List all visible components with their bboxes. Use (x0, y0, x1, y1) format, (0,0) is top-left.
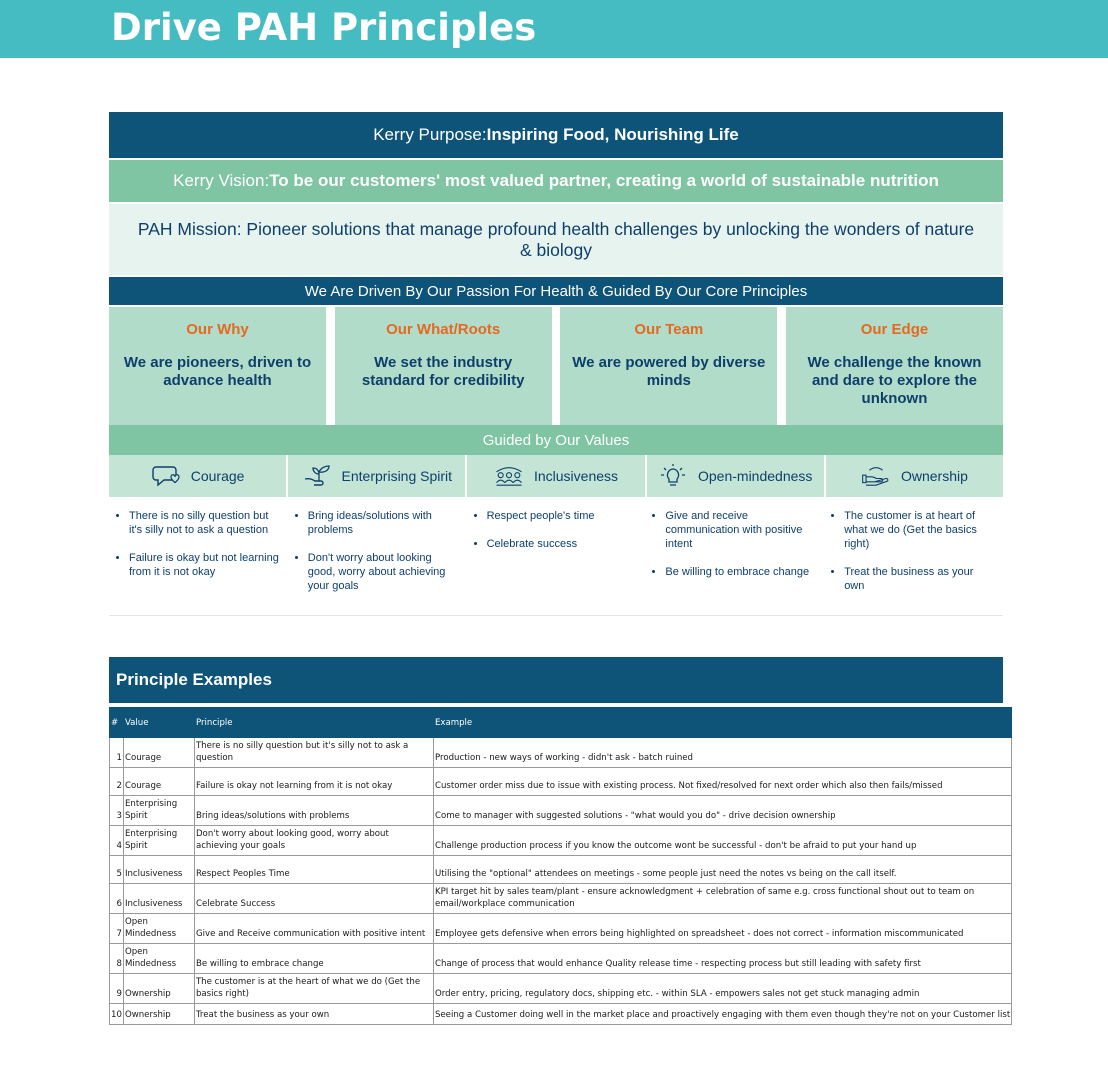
value-name: Inclusiveness (533, 468, 619, 484)
row-example: Production - new ways of working - didn't ask - batch ruined (433, 738, 1011, 768)
table-row (110, 856, 1012, 884)
courage-bullets (109, 497, 288, 615)
bullet-item: • Treat the business as your own (844, 565, 995, 593)
bullet-item: • Failure is okay but not learning from it is not okay (129, 551, 280, 579)
row-principle: Respect Peoples Time (194, 856, 433, 884)
driven-by-band: We Are Driven By Our Passion For Health & Guided By Our Core Principles (109, 277, 1003, 305)
principle-examples-table (109, 707, 1012, 1025)
row-value: Ownership (123, 974, 194, 1004)
pillar-body: We set the industry standard for credibility (361, 354, 525, 389)
pillar-title: Our What/Roots (386, 321, 501, 338)
row-example: Order entry, pricing, regulatory docs, shipping etc. - within SLA - empowers sales not get stuck managing admin (433, 974, 1011, 1004)
row-principle: Failure is okay not learning from it is not okay (194, 768, 433, 796)
mission-band: PAH Mission: Pioneer solutions that manage profound health challenges by unlocking the wonders of nature & biology (109, 204, 1003, 275)
row-value: Enterprising Spirit (123, 796, 194, 826)
pillar-body: We challenge the known and dare to explore the unknown (807, 354, 982, 407)
purpose-value: Inspiring Food, Nourishing Life (486, 125, 739, 144)
bullet-item: • Respect people's time (487, 509, 638, 523)
people-group-icon (494, 463, 524, 489)
pillar-our-why (109, 307, 326, 425)
table-row (110, 768, 1012, 796)
bullet-item: • The customer is at heart of what we do (Get the basics right) (844, 509, 995, 551)
row-example: Employee gets defensive when errors being highlighted on spreadsheet - does not correct - information miscommunicated (433, 914, 1011, 944)
row-value: Open Mindedness (123, 914, 194, 944)
row-num: 4 (110, 826, 124, 856)
row-principle: Don't worry about looking good, worry about achieving your goals (194, 826, 433, 856)
pillar-title: Our Why (186, 321, 249, 338)
row-num: 5 (110, 856, 124, 884)
row-example: Customer order miss due to issue with existing process. Not fixed/resolved for next order which also then fails/missed (433, 768, 1011, 796)
column-header-example: Example (433, 708, 1011, 738)
row-value: Open Mindedness (123, 944, 194, 974)
row-value: Ownership (123, 1004, 194, 1025)
value-name: Open-mindedness (698, 468, 813, 484)
bullet-item: • Celebrate success (487, 537, 638, 551)
row-num: 8 (110, 944, 124, 974)
column-header-num: # (110, 708, 124, 738)
purpose-label: Kerry Purpose: (373, 125, 487, 144)
table-row (110, 884, 1012, 914)
value-inclusiveness (467, 455, 644, 497)
value-open-mindedness (647, 455, 824, 497)
value-name: Enterprising Spirit (341, 468, 453, 484)
table-row (110, 944, 1012, 974)
row-num: 7 (110, 914, 124, 944)
column-header-value: Value (123, 708, 194, 738)
column-header-principle: Principle (194, 708, 433, 738)
row-example: Change of process that would enhance Quality release time - respecting process but still leading with safety first (433, 944, 1011, 974)
row-value: Inclusiveness (123, 856, 194, 884)
row-example: Seeing a Customer doing well in the market place and proactively engaging with them even though they're not on your Customer list (433, 1004, 1011, 1025)
pillar-our-team (560, 307, 777, 425)
pillar-body: We are pioneers, driven to advance health (123, 354, 312, 389)
row-principle: Give and Receive communication with positive intent (194, 914, 433, 944)
values-bullets-row (109, 497, 1003, 616)
pillars-row (109, 307, 1003, 425)
pillar-body: We are powered by diverse minds (572, 354, 766, 389)
row-num: 9 (110, 974, 124, 1004)
hand-plant-icon (302, 463, 332, 489)
row-value: Courage (123, 738, 194, 768)
vision-band (109, 160, 1003, 202)
row-num: 1 (110, 738, 124, 768)
bullet-item: • There is no silly question but it's silly not to ask a question (129, 509, 280, 537)
row-principle: Celebrate Success (194, 884, 433, 914)
purpose-band (109, 112, 1003, 158)
table-row (110, 914, 1012, 944)
pillar-our-edge (786, 307, 1003, 425)
pillar-title: Our Team (634, 321, 704, 338)
row-principle: There is no silly question but it's silly not to ask a question (194, 738, 433, 768)
values-heading-band: Guided by Our Values (109, 425, 1003, 455)
row-value: Courage (123, 768, 194, 796)
bullet-item: • Give and receive communication with positive intent (665, 509, 816, 551)
bullet-item: • Don't worry about looking good, worry about achieving your goals (308, 551, 459, 593)
row-num: 10 (110, 1004, 124, 1025)
ownership-bullets (824, 497, 1003, 615)
row-example: Come to manager with suggested solutions - "what would you do" - drive decision ownership (433, 796, 1011, 826)
principle-examples-title: Principle Examples (109, 657, 1003, 703)
row-principle: The customer is at the heart of what we do (Get the basics right) (194, 974, 433, 1004)
open-mindedness-bullets (645, 497, 824, 615)
value-name: Ownership (900, 468, 968, 484)
row-num: 6 (110, 884, 124, 914)
table-row (110, 974, 1012, 1004)
row-principle: Be willing to embrace change (194, 944, 433, 974)
table-header-row (110, 708, 1012, 738)
value-ownership (826, 455, 1003, 497)
row-example: Utilising the "optional" attendees on meetings - some people just need the notes vs being on the call itself. (433, 856, 1011, 884)
speech-heart-icon (151, 463, 181, 489)
table-row (110, 826, 1012, 856)
bullet-item: • Be willing to embrace change (665, 565, 816, 579)
table-row (110, 796, 1012, 826)
value-courage (109, 455, 286, 497)
hand-care-icon (861, 463, 891, 489)
row-num: 2 (110, 768, 124, 796)
inclusiveness-bullets (467, 497, 646, 615)
pillar-our-what-roots (335, 307, 552, 425)
row-example: Challenge production process if you know the outcome wont be successful - don't be afraid to put your hand up (433, 826, 1011, 856)
bullet-item: • Bring ideas/solutions with problems (308, 509, 459, 537)
row-value: Inclusiveness (123, 884, 194, 914)
row-example: KPI target hit by sales team/plant - ensure acknowledgment + celebration of same e.g. cross functional shout out to team on email/workplace communication (433, 884, 1011, 914)
row-value: Enterprising Spirit (123, 826, 194, 856)
lightbulb-icon (658, 463, 688, 489)
pillar-title: Our Edge (860, 321, 929, 338)
row-principle: Treat the business as your own (194, 1004, 433, 1025)
vision-value: To be our customers' most valued partner, creating a world of sustainable nutrition (269, 171, 939, 190)
row-principle: Bring ideas/solutions with problems (194, 796, 433, 826)
table-row (110, 738, 1012, 768)
values-row (109, 455, 1003, 497)
value-enterprising-spirit (288, 455, 465, 497)
value-name: Courage (190, 468, 245, 484)
vision-label: Kerry Vision: (173, 171, 270, 190)
enterprising-spirit-bullets (288, 497, 467, 615)
table-row (110, 1004, 1012, 1025)
row-num: 3 (110, 796, 124, 826)
page-title: Drive PAH Principles (111, 6, 537, 49)
principles-poster (109, 112, 1003, 616)
